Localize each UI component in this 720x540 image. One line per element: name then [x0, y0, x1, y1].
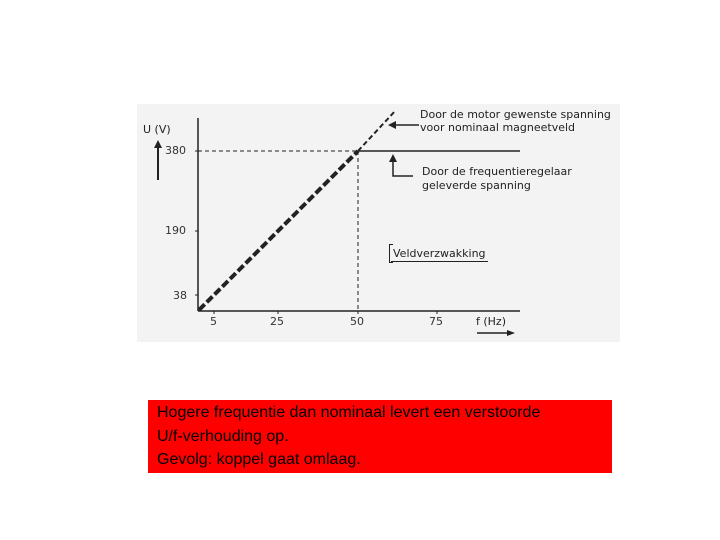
annotation-desired-line1: Door de motor gewenste spanning	[420, 108, 611, 121]
note-box	[148, 400, 612, 473]
x-axis-label: f (Hz)	[476, 315, 506, 328]
x-tick-25: 25	[270, 315, 284, 328]
arrow-supplied	[393, 160, 413, 176]
y-tick-380: 380	[165, 144, 186, 157]
annotation-supplied-line2: geleverde spanning	[422, 179, 531, 192]
annotation-supplied-line1: Door de frequentieregelaar	[422, 165, 572, 178]
field-weakening-label: Veldverzwakking	[393, 247, 486, 260]
uf-diagram	[137, 104, 620, 342]
note-line-3: Gevolg: koppel gaat omlaag.	[157, 451, 361, 468]
note-line-1: Hogere frequentie dan nominaal levert een verstoorde	[157, 404, 541, 421]
y-axis-label: U (V)	[143, 123, 171, 136]
x-tick-75: 75	[429, 315, 443, 328]
x-tick-50: 50	[350, 315, 364, 328]
y-tick-38: 38	[173, 289, 187, 302]
annotation-desired-line2: voor nominaal magneetveld	[420, 121, 576, 134]
y-tick-190: 190	[165, 224, 186, 237]
uf-diagram-svg	[137, 104, 620, 342]
line-supplied-voltage-rising	[199, 151, 358, 310]
x-axis-arrowhead	[507, 330, 515, 336]
note-line-2: U/f-verhouding op.	[157, 428, 289, 445]
line-desired-voltage	[358, 110, 396, 151]
arrow-supplied-head	[389, 154, 397, 162]
y-axis-arrowhead	[154, 140, 162, 148]
arrow-desired-head	[388, 121, 396, 129]
x-tick-5: 5	[210, 315, 217, 328]
